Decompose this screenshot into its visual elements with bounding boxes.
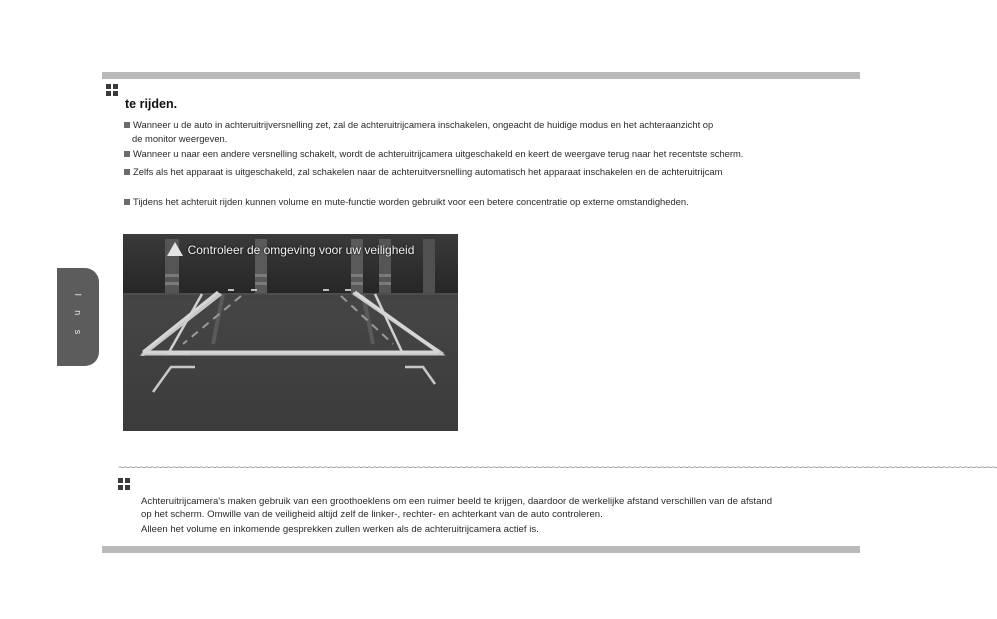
parking-scene-graphic bbox=[123, 234, 458, 431]
side-tab-label: l n s bbox=[73, 293, 83, 341]
bullet-square-icon bbox=[124, 151, 130, 157]
note-line: op het scherm. Omwille van de veiligheid altijd zelf de linker-, rechter- en achterkant van de auto controleren. bbox=[141, 509, 603, 520]
bullet-text-continued: de monitor weergeven. bbox=[132, 132, 228, 144]
note-line: Achteruitrijcamera's maken gebruik van een groothoeklens om een ruimer beeld te krijgen, daardoor de werkelijke afstand verschillen van de afstand bbox=[141, 496, 773, 507]
camera-warning-banner bbox=[123, 242, 458, 257]
warning-triangle-icon bbox=[167, 242, 183, 256]
bullet-item bbox=[124, 147, 743, 161]
bottom-divider-bar bbox=[102, 546, 860, 553]
top-divider-bar bbox=[102, 72, 860, 79]
bullet-item bbox=[124, 195, 689, 209]
note-line: Alleen het volume en inkomende gesprekken zullen werken als de achteruitrijcamera actief is. bbox=[141, 524, 539, 535]
camera-warning-text: Controleer de omgeving voor uw veiligheid bbox=[187, 243, 415, 257]
bullet-square-icon bbox=[124, 169, 130, 175]
section-heading: te rijden. bbox=[125, 97, 178, 111]
bullet-square-icon bbox=[124, 122, 130, 128]
bullet-text: Wanneer u de auto in achteruitrijversnelling zet, zal de achteruitrijcamera inschakelen, ongeacht de huidige modus en het achteraanzicht op bbox=[133, 119, 714, 130]
wavy-separator: ~~~~~~~~~~~~~~~~~~~~~~~~~~~~~~~~~~~~~~~~~~~~~~~~~~~~~~~~~~~~~~~~~~~~~~~~~~~~~~~~~~~~~~~~~~~~~~~~~~~~~~~~~~~~~~~~~~~~~~~~~~~~~~~~~~~~~~~~~~~~~~~~~~~~~~~~~~~~~~~~~~ bbox=[118, 462, 997, 474]
bullet-square-icon bbox=[124, 199, 130, 205]
bullet-item bbox=[124, 165, 722, 179]
section-marker-icon bbox=[106, 84, 118, 96]
bullet-text: Zelfs als het apparaat is uitgeschakeld, zal schakelen naar de achteruitversnelling automatisch het apparaat inschakelen en de achteruitrijcam bbox=[133, 166, 723, 177]
bullet-text: Wanneer u naar een andere versnelling schakelt, wordt de achteruitrijcamera uitgeschakeld en keert de weergave terug naar het recentste scherm. bbox=[133, 148, 744, 159]
note-marker-icon bbox=[118, 478, 130, 490]
chapter-side-tab bbox=[57, 268, 99, 366]
rear-camera-image bbox=[123, 234, 458, 431]
bullet-text: Tijdens het achteruit rijden kunnen volume en mute-functie worden gebruikt voor een betere concentratie op externe omstandigheden. bbox=[133, 196, 689, 207]
bullet-item bbox=[124, 118, 713, 145]
